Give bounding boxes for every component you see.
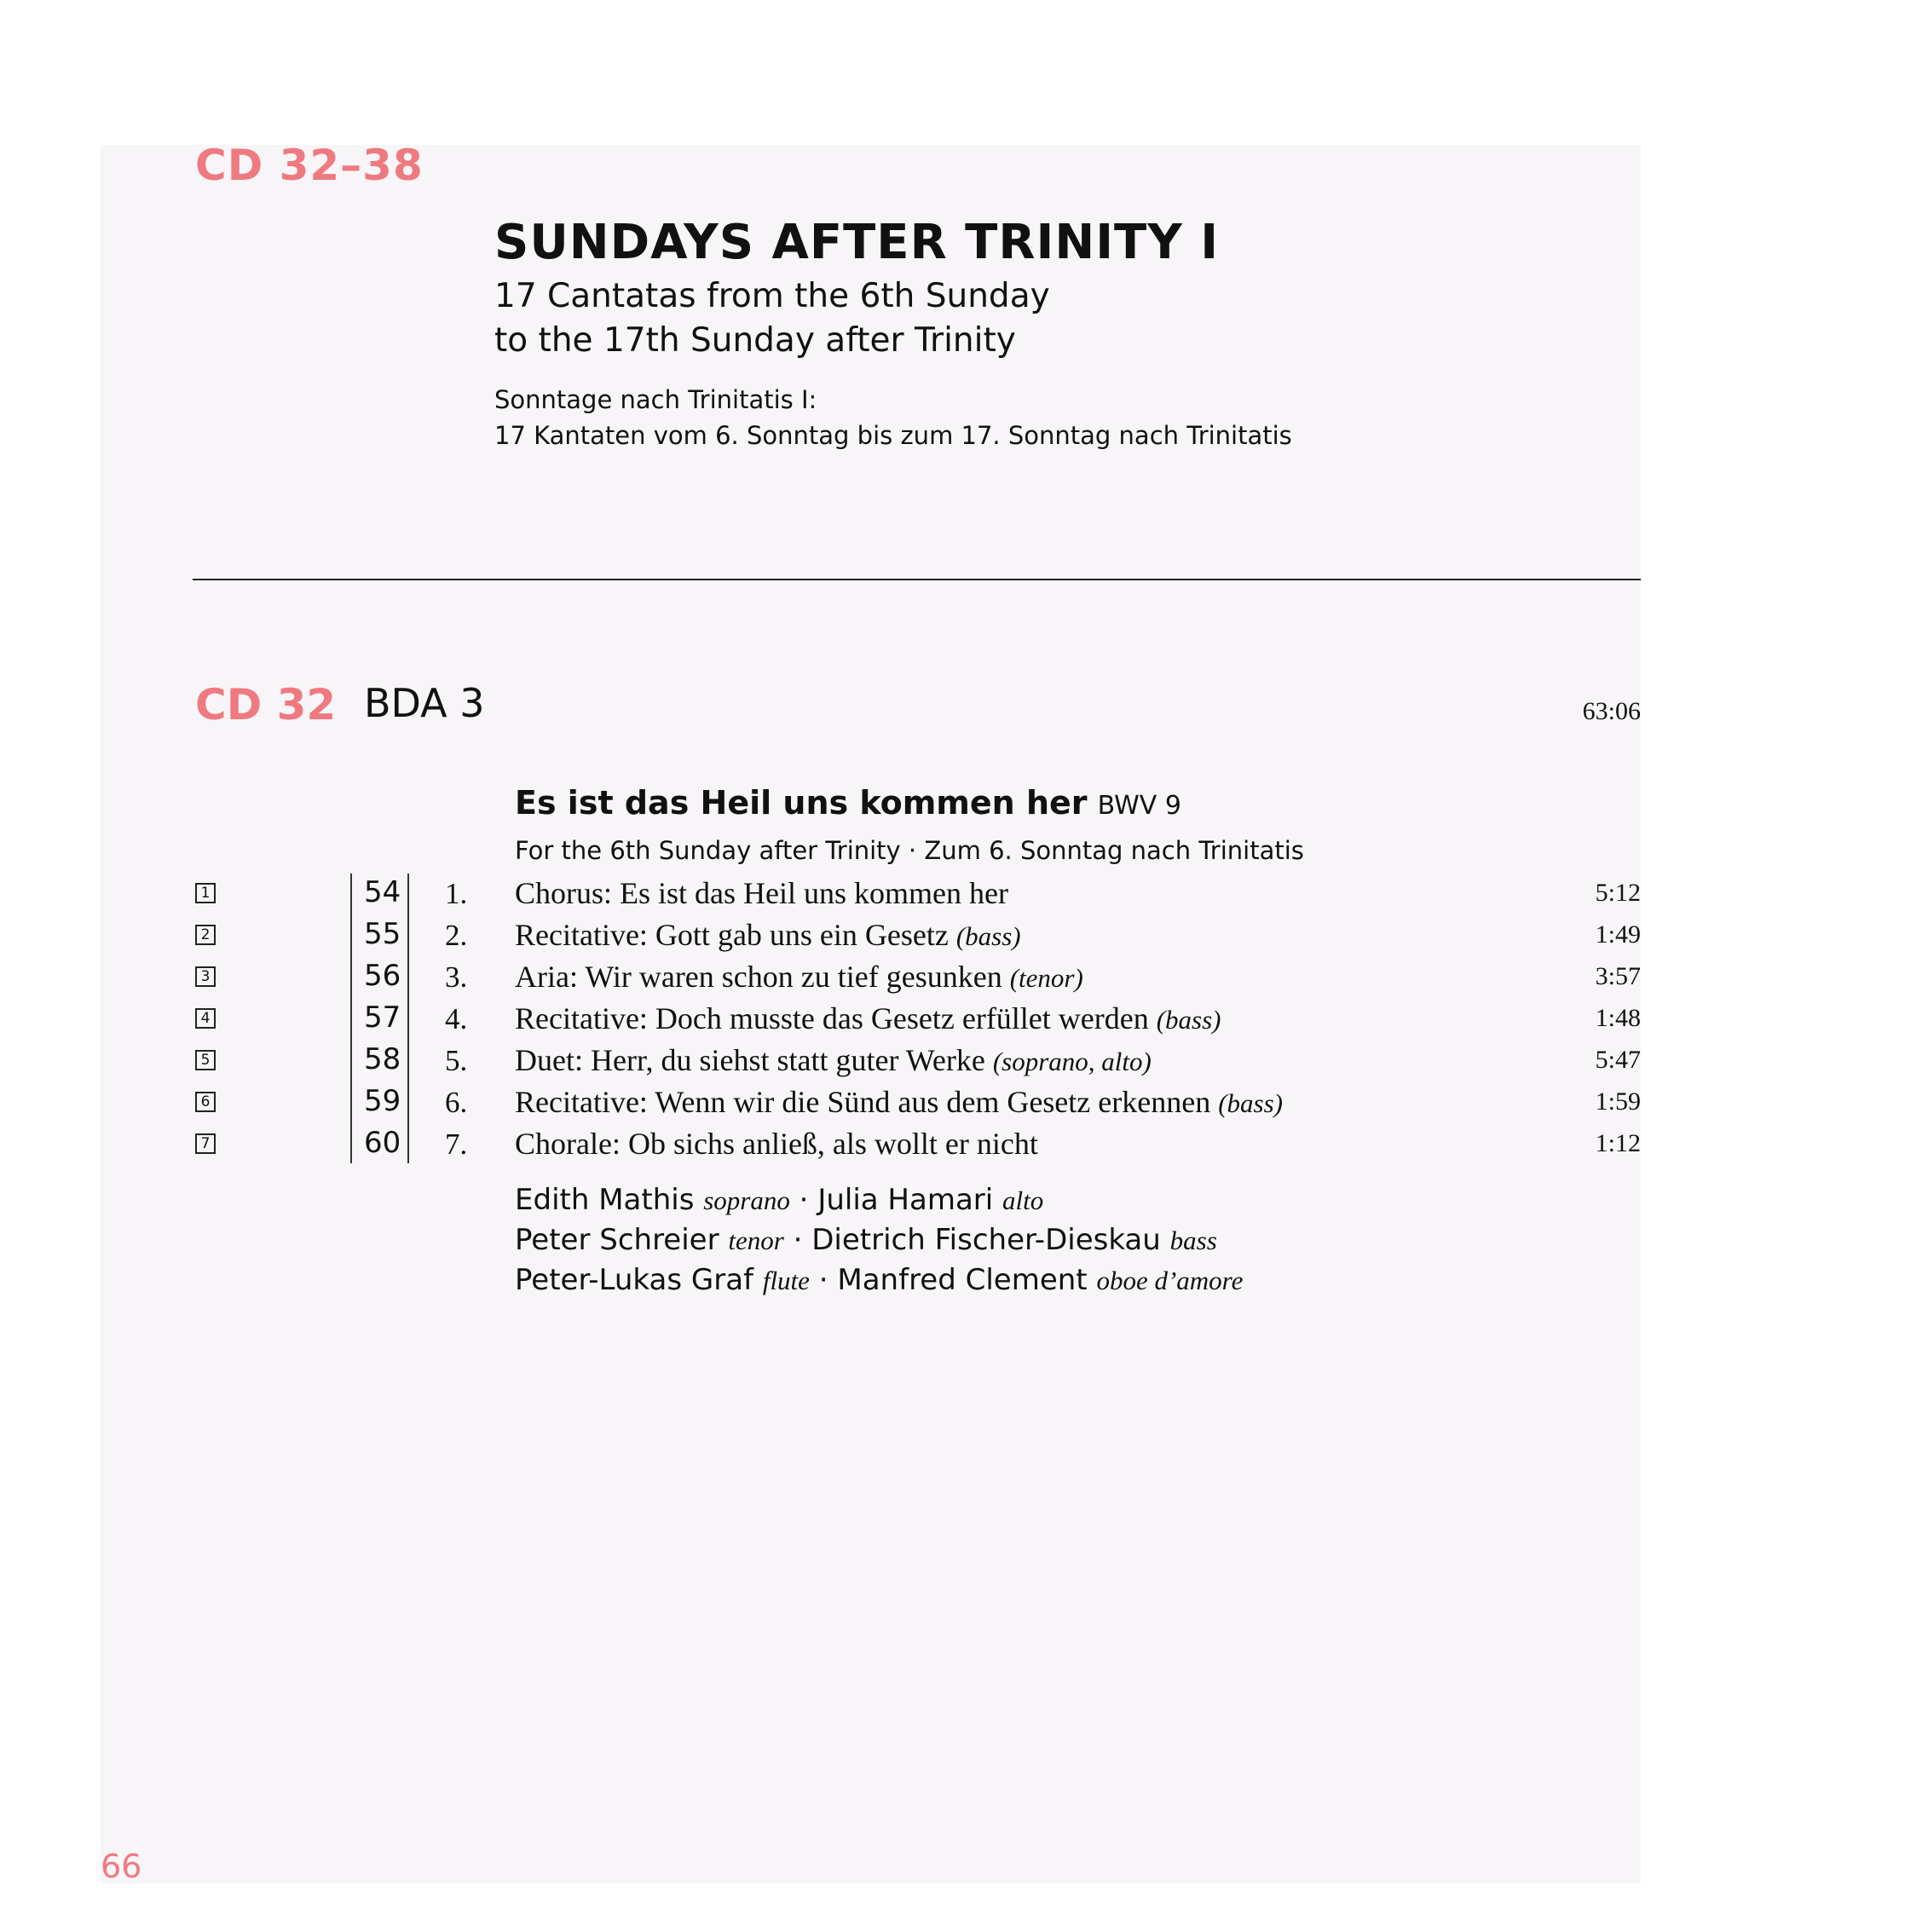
track-title-text: Recitative: Gott gab uns ein Gesetz <box>515 918 949 952</box>
track-title-text: Chorale: Ob sichs anließ, als wollt er nicht <box>515 1127 1038 1161</box>
track-title-text: Recitative: Doch musste das Gesetz erfüllet werden <box>515 1001 1149 1035</box>
track-duration: 1:48 <box>1595 1004 1641 1032</box>
performer-role: oboe d’amore <box>1096 1266 1244 1295</box>
performer-name: Peter-Lukas Graf <box>515 1263 754 1297</box>
track-title-text: Aria: Wir waren schon zu tief gesunken <box>515 960 1002 994</box>
track-row[interactable] <box>0 1124 1905 1166</box>
track-global-number: 56 <box>364 959 401 993</box>
performer-name: Edith Mathis <box>515 1183 695 1217</box>
performer-role: alto <box>1002 1185 1044 1215</box>
subtitle-english-line-1: 17 Cantatas from the 6th Sunday <box>494 277 1050 315</box>
track-index-box: 1 <box>195 883 216 903</box>
track-global-number: 55 <box>364 917 401 951</box>
performer-name: Dietrich Fischer-Dieskau <box>811 1223 1161 1257</box>
subtitle-english <box>494 274 1050 363</box>
subtitle-german <box>494 382 1292 453</box>
track-voices: (soprano, alto) <box>992 1047 1152 1076</box>
page-number: 66 <box>101 1848 142 1885</box>
track-voices: (bass) <box>1156 1005 1221 1035</box>
track-title <box>515 1126 1038 1162</box>
track-title-text: Duet: Herr, du siehst statt guter Werke <box>515 1043 985 1077</box>
performers-line-2: Peter Schreier tenor · Dietrich Fischer-Dieskau bass <box>515 1223 1217 1257</box>
track-global-number: 59 <box>364 1084 401 1118</box>
performer-role: flute <box>762 1266 810 1295</box>
track-index-box: 5 <box>195 1050 216 1070</box>
track-global-number: 54 <box>364 875 401 909</box>
track-title-text: Recitative: Wenn wir die Sünd aus dem Gesetz erkennen <box>515 1085 1211 1119</box>
performer-role: soprano <box>703 1185 790 1215</box>
track-duration: 1:49 <box>1595 920 1641 949</box>
track-voices: (bass) <box>1218 1088 1283 1118</box>
performer-name: Peter Schreier <box>515 1223 719 1257</box>
cd-number: CD 32 <box>195 680 337 730</box>
cd-range-label: CD 32–38 <box>195 141 424 190</box>
performer-name: Julia Hamari <box>817 1183 994 1217</box>
work-bwv: BWV 9 <box>1097 791 1181 821</box>
track-index-box: 7 <box>195 1133 216 1154</box>
track-movement-number: 5. <box>445 1044 468 1077</box>
track-movement-number: 4. <box>445 1002 468 1035</box>
track-row[interactable] <box>0 999 1905 1041</box>
subtitle-english-line-2: to the 17th Sunday after Trinity <box>494 321 1016 360</box>
track-index-box: 3 <box>195 966 216 987</box>
work-occasion: For the 6th Sunday after Trinity · Zum 6. Sonntag nach Trinitatis <box>515 836 1304 865</box>
track-movement-number: 7. <box>445 1127 468 1161</box>
track-index-box: 2 <box>195 925 216 945</box>
cd-name: BDA 3 <box>364 680 485 726</box>
track-duration: 3:57 <box>1595 962 1641 990</box>
track-title <box>515 875 1008 911</box>
performer-name: Manfred Clement <box>837 1263 1088 1297</box>
track-title <box>515 1001 1221 1036</box>
track-row[interactable] <box>0 1082 1905 1124</box>
work-title-text: Es ist das Heil uns kommen her <box>515 784 1088 822</box>
page-title: SUNDAYS AFTER TRINITY I <box>494 215 1220 270</box>
track-title <box>515 1042 1152 1078</box>
track-index-box: 4 <box>195 1008 216 1029</box>
performer-role: tenor <box>728 1226 784 1255</box>
performers-line-1: Edith Mathis soprano · Julia Hamari alto <box>515 1183 1044 1217</box>
subtitle-german-line-2: 17 Kantaten vom 6. Sonntag bis zum 17. Sonntag nach Trinitatis <box>494 421 1292 450</box>
cd-duration: 63:06 <box>1582 697 1641 725</box>
track-movement-number: 6. <box>445 1086 468 1119</box>
track-title <box>515 917 1021 953</box>
track-duration: 1:12 <box>1595 1129 1641 1157</box>
subtitle-german-line-1: Sonntage nach Trinitatis I: <box>494 385 817 414</box>
track-duration: 5:12 <box>1595 879 1641 907</box>
track-movement-number: 1. <box>445 877 468 910</box>
track-global-number: 58 <box>364 1042 401 1076</box>
track-voices: (tenor) <box>1009 963 1083 993</box>
track-title <box>515 1084 1283 1120</box>
performer-role: bass <box>1169 1226 1217 1255</box>
track-movement-number: 3. <box>445 960 468 994</box>
track-row[interactable] <box>0 915 1905 957</box>
track-row[interactable] <box>0 957 1905 999</box>
track-row[interactable] <box>0 1041 1905 1082</box>
track-row[interactable] <box>0 874 1905 915</box>
track-duration: 5:47 <box>1595 1046 1641 1074</box>
track-index-box: 6 <box>195 1092 216 1112</box>
performers-line-3: Peter-Lukas Graf flute · Manfred Clement oboe d’amore <box>515 1263 1244 1297</box>
track-title-text: Chorus: Es ist das Heil uns kommen her <box>515 876 1008 910</box>
section-divider <box>193 579 1641 580</box>
performers <box>515 1180 1243 1300</box>
track-voices: (bass) <box>955 921 1021 951</box>
track-title <box>515 959 1083 995</box>
track-duration: 1:59 <box>1595 1087 1641 1116</box>
track-movement-number: 2. <box>445 919 468 952</box>
work-title <box>515 784 1181 822</box>
track-global-number: 57 <box>364 1001 401 1035</box>
track-global-number: 60 <box>364 1126 401 1160</box>
